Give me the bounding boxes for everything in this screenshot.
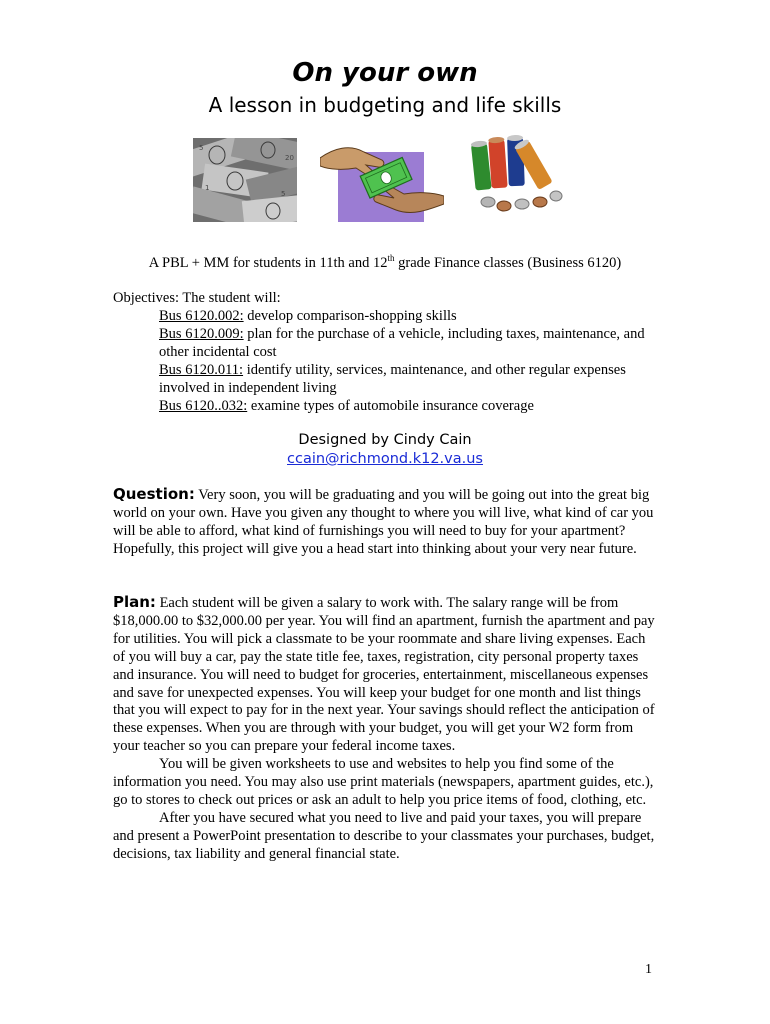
plan-paragraph-3: After you have secured what you need to live and paid your taxes, you will prepare and present a PowerPoint presentation to describe to your classmates your purchases, budget, decisions, tax liability and general financial state. bbox=[113, 809, 655, 862]
objective-item: Bus 6120..032: examine types of automobile insurance coverage bbox=[159, 398, 534, 414]
plan-label: Plan: bbox=[113, 593, 156, 611]
svg-text:1: 1 bbox=[205, 184, 210, 192]
svg-text:5: 5 bbox=[199, 144, 204, 152]
question-section: Question: Very soon, you will be graduating and you will be going out into the great big world on your own. Have you given any thought to where you will live, what kind of car you will be able to afford, what kind of furnishings you will need to buy for your apartment? Hopefully, this project will give you a head start into thinking about your very near future. bbox=[113, 485, 654, 557]
page-title: On your own bbox=[292, 58, 478, 88]
plan-section: Plan: Each student will be given a salary to work with. The salary range will be from $18,000.00 to $32,000.00 per year. You will find an apartment, furnish the apartment and pay for utilities. You will pick a classmate to be your roommate and share living expenses. Each of you will buy a car, pay the state title fee, taxes, registration, city personal property taxes and insurance. You will need to budget for groceries, entertainment, miscellaneous expenses and save for unexpected expenses. You will keep your budget for one month and list things that you will expect to pay for in the next year. Your savings should reflect the anticipation of these expenses. When you are through with your budget, you will get your W2 form from your teacher so you can prepare your federal income taxes. You will be given worksheets to use and websites to help you find some of the information you need. You may also use print materials (newspapers, apartment guides, etc.), go to stores to check out prices or ask an adult to help you price items of food, clothing, etc. After you have secured what you need to live and paid your taxes, you will prepare and present a PowerPoint presentation to describe to your classmates your purchases, budget, decisions, tax liability and general financial state. bbox=[113, 594, 658, 864]
designed-by: Designed by Cindy Cain bbox=[298, 432, 472, 448]
objectives-heading: Objectives: The student will: bbox=[113, 290, 281, 306]
plan-paragraph-2: You will be given worksheets to use and websites to help you find some of the information you need. You may also use print materials (newspapers, apartment guides, etc.), go to stores to check out prices or ask an adult to help you price items of food, clothing, etc. bbox=[113, 756, 654, 808]
coin-rolls-image bbox=[470, 134, 570, 214]
svg-text:20: 20 bbox=[285, 154, 294, 162]
money-collage-image bbox=[193, 138, 297, 222]
hands-cash-image bbox=[320, 130, 444, 224]
objective-code: Bus 6120.011: bbox=[159, 362, 244, 378]
objective-code: Bus 6120.002: bbox=[159, 308, 244, 324]
svg-text:5: 5 bbox=[281, 190, 286, 198]
author-email-link[interactable]: ccain@richmond.k12.va.us bbox=[287, 451, 483, 467]
page-number: 1 bbox=[645, 962, 652, 977]
objective-code: Bus 6120..032: bbox=[159, 398, 248, 414]
course-description: A PBL + MM for students in 11th and 12th grade Finance classes (Business 6120) bbox=[148, 253, 622, 271]
objectives-list bbox=[113, 289, 673, 415]
page-subtitle: A lesson in budgeting and life skills bbox=[208, 93, 562, 117]
objective-code: Bus 6120.009: bbox=[159, 326, 244, 342]
objective-item: Bus 6120.009: plan for the purchase of a vehicle, including taxes, maintenance, and other incidental cost bbox=[159, 326, 645, 360]
objective-item: Bus 6120.011: identify utility, services, maintenance, and other regular expenses involved in independent living bbox=[159, 362, 626, 396]
objective-item: Bus 6120.002: develop comparison-shopping skills bbox=[159, 308, 457, 324]
question-label: Question: bbox=[113, 485, 195, 503]
author-block bbox=[0, 431, 770, 469]
